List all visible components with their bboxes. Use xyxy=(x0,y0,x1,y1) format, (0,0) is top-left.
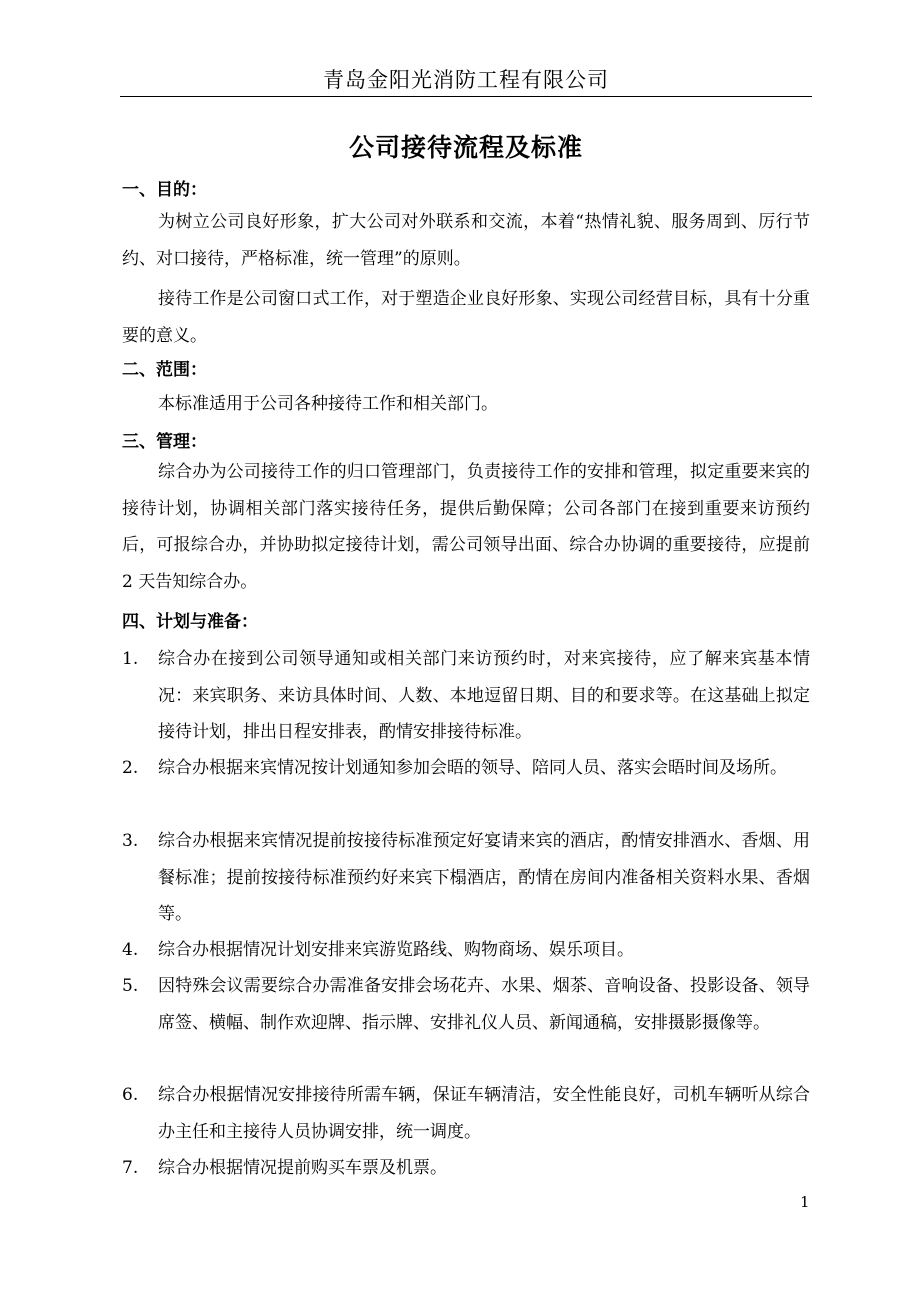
list-item-number: 1. xyxy=(122,649,139,669)
list-item xyxy=(122,823,810,933)
paragraph-management-1: 综合办为公司接待工作的归口管理部门，负责接待工作的安排和管理，拟定重要来宾的接待计划，协调相关部门落实接待任务，提供后勤保障；公司各部门在接到重要来访预约后，可报综合办，并协助拟定接待计划，需公司领导出面、综合办协调的重要接待，应提前 2 天告知综合办。 xyxy=(122,462,810,592)
list-item-text: 综合办根据情况提前购买车票及机票。 xyxy=(158,1158,447,1178)
list-item-number: 2. xyxy=(122,758,139,778)
list-item-number: 3. xyxy=(122,831,139,851)
list-item-number: 6. xyxy=(122,1085,139,1105)
list-item-text: 综合办根据来宾情况按计划通知参加会晤的领导、陪同人员、落实会晤时间及场所。 xyxy=(158,758,787,778)
page-number: 1 xyxy=(800,1193,810,1211)
section-heading-purpose: 一、目的： xyxy=(122,180,207,200)
list-item xyxy=(122,968,810,1041)
section-heading-scope: 二、范围： xyxy=(122,360,207,380)
page-header-company: 青岛金阳光消防工程有限公司 xyxy=(323,68,609,92)
list-item-text: 综合办在接到公司领导通知或相关部门来访预约时，对来宾接待，应了解来宾基本情况：来宾职务、来访具体时间、人数、本地逗留日期、目的和要求等。在这基础上拟定接待计划，排出日程安排表，酌情安排接待标准。 xyxy=(158,649,810,742)
list-item xyxy=(122,932,810,969)
document-title: 公司接待流程及标准 xyxy=(348,133,583,162)
list-item-number: 5. xyxy=(122,976,139,996)
section-heading-management: 三、管理： xyxy=(122,432,207,452)
list-item-text: 综合办根据情况计划安排来宾游览路线、购物商场、娱乐项目。 xyxy=(158,940,634,960)
list-item-number: 4. xyxy=(122,940,139,960)
list-item xyxy=(122,1150,810,1187)
list-item-text: 因特殊会议需要综合办需准备安排会场花卉、水果、烟茶、音响设备、投影设备、领导席签、横幅、制作欢迎牌、指示牌、安排礼仪人员、新闻通稿，安排摄影摄像等。 xyxy=(158,976,810,1033)
list-item xyxy=(122,1077,810,1150)
list-item-text: 综合办根据来宾情况提前按接待标准预定好宴请来宾的酒店，酌情安排酒水、香烟、用餐标准；提前按接待标准预约好来宾下榻酒店，酌情在房间内准备相关资料水果、香烟等。 xyxy=(158,831,810,924)
section-heading-planning: 四、计划与准备： xyxy=(122,612,258,632)
list-item xyxy=(122,641,810,751)
paragraph-purpose-2: 接待工作是公司窗口式工作，对于塑造企业良好形象、实现公司经营目标，具有十分重要的意义。 xyxy=(122,289,810,346)
header-divider xyxy=(120,96,812,97)
paragraph-purpose-1: 为树立公司良好形象，扩大公司对外联系和交流，本着“热情礼貌、服务周到、厉行节约、对口接待，严格标准，统一管理”的原则。 xyxy=(122,212,810,269)
list-item-text: 综合办根据情况安排接待所需车辆，保证车辆清洁，安全性能良好，司机车辆听从综合办主任和主接待人员协调安排，统一调度。 xyxy=(158,1085,810,1142)
list-item xyxy=(122,750,810,787)
list-item-number: 7. xyxy=(122,1158,139,1178)
paragraph-scope-1: 本标准适用于公司各种接待工作和相关部门。 xyxy=(158,394,498,414)
